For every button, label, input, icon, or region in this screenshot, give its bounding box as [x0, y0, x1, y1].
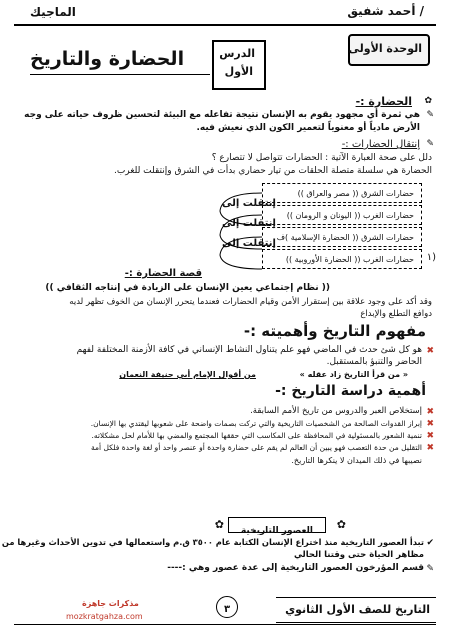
transfer-heading: إنتقال الحضارات :- — [341, 139, 420, 150]
unit-badge-label: الوحدة الأولى — [348, 42, 422, 55]
flow-box-2-label: حضارات الغرب (( اليونان و الرومان )) — [286, 211, 414, 220]
importance-heading: أهمية دراسة التاريخ :- — [275, 383, 426, 399]
lesson-badge-line2: الأول — [224, 65, 253, 78]
footer-title-box — [276, 597, 436, 623]
footer-logo-url: mozkratgahza.com — [66, 612, 143, 621]
eras-line-2: مظاهر الحياة حتى وقتنا الحالي — [293, 550, 424, 560]
civilization-heading: الحضارة :- — [355, 95, 412, 108]
importance-item-4-cont: نصيبها في ذلك الميدان لا ينكرها التاريخ. — [291, 456, 422, 465]
eras-heading-box — [228, 517, 326, 536]
lesson-title-underline — [30, 74, 210, 75]
cross-bullet-icon: ✖ — [426, 346, 434, 356]
pencil-icon: ✎ — [426, 110, 434, 120]
pencil-icon-2: ✎ — [426, 139, 434, 149]
page-number-badge — [216, 596, 238, 618]
checkmark-icon: ✔ — [426, 538, 434, 548]
footer-rule — [14, 624, 436, 625]
story-heading: قصة الحضارة :- — [124, 268, 202, 279]
eras-heading: العصور التاريخية — [240, 526, 314, 536]
flow-arrow-label-2: إنتقلت إلى — [222, 218, 276, 229]
importance-item-3: تنمية الشعور بالمسئولية في المحافظة على المكاسب التي حققها المجتمع والمضي بها للأمام لحل مشكلاته. — [91, 431, 422, 440]
header-rule — [14, 24, 436, 26]
flow-number: (١ — [426, 252, 436, 263]
footer-logo — [64, 594, 154, 624]
flow-connector-lines — [202, 185, 262, 275]
lesson-badge-line1: الدرس — [219, 47, 255, 60]
flow-arrow-label-1: إنتقلت إلى — [222, 198, 276, 209]
ornament-left-icon: ✿ — [214, 518, 224, 531]
history-heading: مفهوم التاريخ وأهميته :- — [243, 322, 426, 340]
proof-question: دلل على صحة العبارة الآتية : الحضارات تتواصل لا تتصارع ؟ — [211, 153, 432, 163]
cross-bullet-icon-4: ✖ — [426, 443, 434, 453]
footer-title: التاريخ للصف الأول الثانوي — [285, 603, 430, 616]
importance-item-1: إستخلاص العبر والدروس من تاريخ الأمم السابقة. — [250, 406, 422, 416]
flow-box-1-label: حضارات الشرق (( مصر والعراق )) — [297, 189, 414, 198]
cross-bullet-icon-2: ✖ — [426, 419, 434, 429]
cross-bullet-icon-1: ✖ — [426, 407, 434, 417]
page-number: ٣ — [223, 604, 231, 615]
history-line-2: الحاضر والتنبؤ بالمستقبل. — [326, 357, 422, 367]
unit-badge — [348, 34, 430, 66]
flow-arrow-label-3: إنتقلت إلى — [222, 238, 276, 249]
importance-item-2: إبراز القدوات الصالحة من الشخصيات التاريخية والتي تركت بصمات واضحة على شعوبها ليقتدي بها الإنسان. — [90, 419, 422, 428]
story-definition: (( نظام إجتماعي يعين الإنسان على الزيادة في إنتاجه الثقافي )) — [45, 283, 330, 293]
civilization-definition-1: هي ثمرة أي مجهود يقوم به الإنسان نتيجة تفاعله مع البيئة لتحسين ظروف حياته على وجه — [24, 110, 420, 120]
pencil-icon-3: ✎ — [426, 564, 434, 574]
eras-line-1: تبدأ العصور التاريخية منذ اختراع الإنسان الكتابة عام ٣٥٠٠ ق.م واستعمالها في تدوين الأحداث وغيرها من — [1, 537, 424, 547]
story-line-1: وقد أكد على وجود علاقة بين إستقرار الأمن وقيام الحضارات فعندما يتحرر الإنسان من الخوف تظهر لديه — [69, 297, 432, 307]
bullet-star-icon: ✿ — [424, 96, 432, 106]
cross-bullet-icon-3: ✖ — [426, 431, 434, 441]
importance-item-4: التقليل من حدة التعصب فهو يبين أن العالم لم يقم على حضارة واحدة أو عنصر واحد أو لغة واحدة فلكل أمة — [90, 443, 422, 452]
lesson-title: الحضارة والتاريخ — [30, 48, 185, 70]
eras-line-3: قسم المؤرخون العصور التاريخية إلى عدة عصور وهي :---- — [167, 563, 424, 573]
history-line-1: هو كل شئ حدث في الماضي فهو علم يتناول النشاط الإنساني في كافة الأزمنة المختلفة لفهم — [76, 345, 422, 355]
story-line-2: دوافع التطلع والإبداع — [360, 309, 432, 319]
lesson-badge — [212, 40, 266, 90]
ornament-right-icon: ✿ — [336, 518, 346, 531]
header-author: / أحمد شفيق — [347, 4, 424, 18]
flow-box-4-label: حضارات الغرب (( الحضارة الأوروبية )) — [285, 255, 414, 264]
civilization-definition-2: الأرض مادياً أو معنوياً لتعمير الكون الذي نعيش فيه. — [196, 123, 420, 133]
proof-answer: الحضارة هي سلسلة متصلة الحلقات من تيار حضاري بدأت في الشرق وإنتقلت للغرب. — [113, 166, 432, 176]
quote-text: « من قرأ التاريخ زاد عقله » — [299, 370, 408, 379]
flow-box-3-label: حضارات الشرق (( الحضارة الإسلامية )ف — [276, 233, 414, 242]
footer-logo-top: مذكرات جاهزة — [82, 599, 139, 608]
quote-lead: من أقوال الإمام أبي حنيفة النعمان — [119, 370, 256, 379]
header-left-text: الماجيك — [30, 5, 76, 19]
